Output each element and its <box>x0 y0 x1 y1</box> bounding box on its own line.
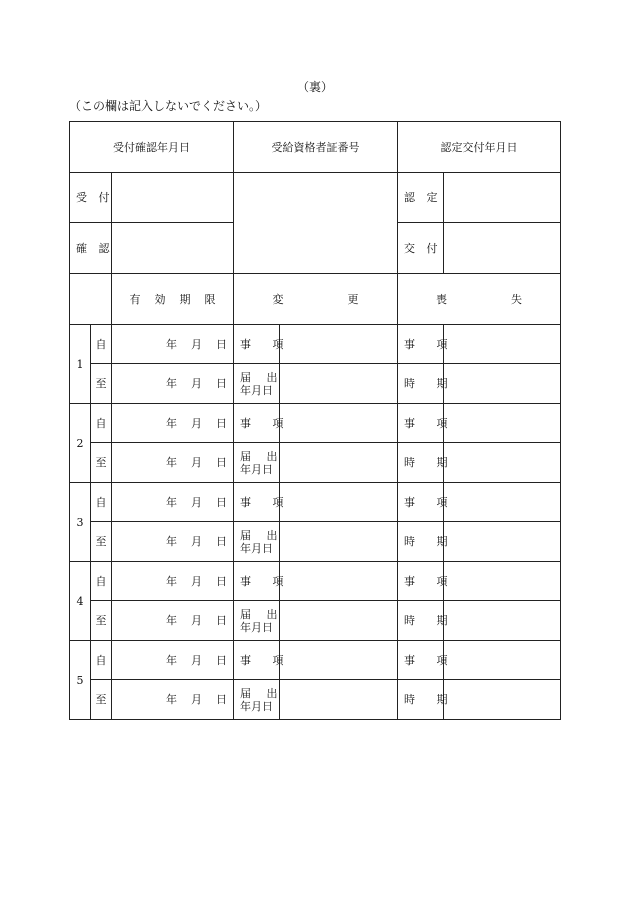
period-1-to-month: 月 <box>191 377 202 390</box>
period-5-from-label: 自 <box>91 641 112 680</box>
period-5-todoke-label <box>234 680 284 720</box>
period-1-todoke-input[interactable] <box>280 364 398 404</box>
period-1-to-year: 年 <box>166 377 177 390</box>
period-2-from-row <box>70 404 561 443</box>
period-3-number: 3 <box>70 483 91 562</box>
period-2-todoke-input[interactable] <box>280 443 398 483</box>
label-kakunin: 確 認 <box>70 223 112 274</box>
label-kofu: 交 付 <box>398 223 444 274</box>
todoke-line-1: 届 出 <box>240 528 284 542</box>
period-4-from-label: 自 <box>91 562 112 601</box>
input-kakunin-date[interactable] <box>112 223 234 274</box>
period-2-to-year: 年 <box>166 456 177 469</box>
period-5-soshitsu-jiko-label: 事 項 <box>398 641 444 680</box>
period-1-from-month: 月 <box>191 337 202 351</box>
label-uketsuke: 受 付 <box>70 173 112 223</box>
header-row <box>70 122 561 173</box>
henko-char-2: 更 <box>347 292 359 306</box>
period-4-henko-jiko-input[interactable] <box>280 562 398 601</box>
period-3-from-year: 年 <box>166 495 177 509</box>
period-1-soshitsu-jiko-input[interactable] <box>444 325 561 364</box>
header-uketsuke-kakunin: 受付確認年月日 <box>70 122 234 173</box>
period-4-number: 4 <box>70 562 91 641</box>
instruction-note: （この欄は記入しないでください。） <box>69 99 268 113</box>
period-1-to-day: 日 <box>216 377 227 390</box>
period-2-soshitsu-jiko-label: 事 項 <box>398 404 444 443</box>
period-4-to-day: 日 <box>216 614 227 627</box>
period-4-from-date[interactable] <box>112 562 234 601</box>
period-4-jiki-input[interactable] <box>444 601 561 641</box>
period-4-soshitsu-jiko-input[interactable] <box>444 562 561 601</box>
period-2-to-date[interactable] <box>112 443 234 483</box>
period-2-from-day: 日 <box>216 416 227 430</box>
period-4-soshitsu-jiko-label: 事 項 <box>398 562 444 601</box>
period-5-from-year: 年 <box>166 653 177 667</box>
input-uketsuke-date[interactable] <box>112 173 234 223</box>
period-3-henko-jiko-label: 事 項 <box>234 483 280 522</box>
period-4-from-row <box>70 562 561 601</box>
period-2-soshitsu-jiko-input[interactable] <box>444 404 561 443</box>
period-1-jiki-label: 時 期 <box>398 364 444 404</box>
header-yuko-kigen <box>112 274 234 325</box>
period-2-from-date[interactable] <box>112 404 234 443</box>
period-3-from-label: 自 <box>91 483 112 522</box>
period-2-to-label: 至 <box>91 443 112 483</box>
todoke-line-2: 年月日 <box>240 383 273 397</box>
period-3-soshitsu-jiko-input[interactable] <box>444 483 561 522</box>
yuko-char-4: 限 <box>204 292 216 306</box>
todoke-line-1: 届 出 <box>240 607 284 621</box>
period-1-to-date[interactable] <box>112 364 234 404</box>
period-1-from-row <box>70 325 561 364</box>
period-3-jiki-label: 時 期 <box>398 522 444 562</box>
period-3-to-month: 月 <box>191 535 202 548</box>
period-4-henko-jiko-label: 事 項 <box>234 562 280 601</box>
period-3-to-year: 年 <box>166 535 177 548</box>
period-5-henko-jiko-label: 事 項 <box>234 641 280 680</box>
label-nintei: 認 定 <box>398 173 444 223</box>
input-nintei-date[interactable] <box>444 173 561 223</box>
todoke-line-1: 届 出 <box>240 449 284 463</box>
period-5-number: 5 <box>70 641 91 720</box>
period-1-henko-jiko-label: 事 項 <box>234 325 280 364</box>
period-5-henko-jiko-input[interactable] <box>280 641 398 680</box>
yuko-char-1: 有 <box>129 292 141 306</box>
period-1-from-year: 年 <box>166 337 177 351</box>
section-header-blank <box>70 274 112 325</box>
period-4-todoke-input[interactable] <box>280 601 398 641</box>
period-1-jiki-input[interactable] <box>444 364 561 404</box>
period-2-from-month: 月 <box>191 416 202 430</box>
yuko-char-3: 期 <box>179 292 191 306</box>
todoke-line-1: 届 出 <box>240 686 284 700</box>
period-5-to-year: 年 <box>166 693 177 706</box>
period-3-from-date[interactable] <box>112 483 234 522</box>
section-header-row <box>70 274 561 325</box>
page-heading: （裏） <box>296 80 333 94</box>
uketsuke-row <box>70 173 561 223</box>
period-4-to-date[interactable] <box>112 601 234 641</box>
header-jukyu-number: 受給資格者証番号 <box>234 122 398 173</box>
period-3-from-month: 月 <box>191 495 202 509</box>
period-5-from-month: 月 <box>191 653 202 667</box>
period-5-to-day: 日 <box>216 693 227 706</box>
yuko-char-2: 効 <box>154 292 166 306</box>
period-3-henko-jiko-input[interactable] <box>280 483 398 522</box>
soshitsu-char-1: 喪 <box>436 292 447 306</box>
input-kofu-date[interactable] <box>444 223 561 274</box>
period-2-jiki-input[interactable] <box>444 443 561 483</box>
todoke-line-2: 年月日 <box>240 462 273 476</box>
period-3-from-row <box>70 483 561 522</box>
period-1-from-label: 自 <box>91 325 112 364</box>
todoke-line-2: 年月日 <box>240 699 273 713</box>
period-4-from-day: 日 <box>216 574 227 588</box>
header-henko <box>234 274 398 325</box>
period-1-from-day: 日 <box>216 337 227 351</box>
period-3-to-row <box>70 522 561 562</box>
period-1-henko-jiko-input[interactable] <box>280 325 398 364</box>
period-2-to-day: 日 <box>216 456 227 469</box>
period-5-soshitsu-jiko-input[interactable] <box>444 641 561 680</box>
period-2-to-month: 月 <box>191 456 202 469</box>
period-1-number: 1 <box>70 325 91 404</box>
period-3-to-day: 日 <box>216 535 227 548</box>
todoke-line-2: 年月日 <box>240 620 273 634</box>
todoke-line-1: 届 出 <box>240 370 284 384</box>
certificate-record-table <box>69 121 561 720</box>
period-1-from-date[interactable] <box>112 325 234 364</box>
period-5-from-date[interactable] <box>112 641 234 680</box>
period-5-jiki-label: 時 期 <box>398 680 444 720</box>
period-3-todoke-input[interactable] <box>280 522 398 562</box>
period-2-number: 2 <box>70 404 91 483</box>
soshitsu-char-2: 失 <box>511 292 522 306</box>
period-5-to-date[interactable] <box>112 680 234 720</box>
todoke-line-2: 年月日 <box>240 541 273 555</box>
period-4-to-year: 年 <box>166 614 177 627</box>
period-1-todoke-label <box>234 364 284 404</box>
period-5-from-day: 日 <box>216 653 227 667</box>
input-jukyu-number[interactable] <box>234 173 398 274</box>
period-5-todoke-input[interactable] <box>280 680 398 720</box>
header-nintei-kofu: 認定交付年月日 <box>398 122 561 173</box>
period-3-to-date[interactable] <box>112 522 234 562</box>
period-5-to-row <box>70 680 561 720</box>
period-3-todoke-label <box>234 522 284 562</box>
header-soshitsu <box>398 274 561 325</box>
period-5-jiki-input[interactable] <box>444 680 561 720</box>
period-4-from-year: 年 <box>166 574 177 588</box>
period-4-to-row <box>70 601 561 641</box>
period-5-to-month: 月 <box>191 693 202 706</box>
period-2-from-year: 年 <box>166 416 177 430</box>
period-1-to-row <box>70 364 561 404</box>
period-2-to-row <box>70 443 561 483</box>
period-4-to-label: 至 <box>91 601 112 641</box>
period-4-todoke-label <box>234 601 284 641</box>
period-3-from-day: 日 <box>216 495 227 509</box>
period-3-jiki-input[interactable] <box>444 522 561 562</box>
period-2-jiki-label: 時 期 <box>398 443 444 483</box>
period-2-from-label: 自 <box>91 404 112 443</box>
period-5-from-row <box>70 641 561 680</box>
period-4-to-month: 月 <box>191 614 202 627</box>
period-2-henko-jiko-input[interactable] <box>280 404 398 443</box>
period-4-from-month: 月 <box>191 574 202 588</box>
period-1-to-label: 至 <box>91 364 112 404</box>
period-3-to-label: 至 <box>91 522 112 562</box>
period-1-soshitsu-jiko-label: 事 項 <box>398 325 444 364</box>
henko-char-1: 変 <box>272 292 284 306</box>
period-5-to-label: 至 <box>91 680 112 720</box>
period-2-henko-jiko-label: 事 項 <box>234 404 280 443</box>
period-2-todoke-label <box>234 443 284 483</box>
period-3-soshitsu-jiko-label: 事 項 <box>398 483 444 522</box>
period-4-jiki-label: 時 期 <box>398 601 444 641</box>
